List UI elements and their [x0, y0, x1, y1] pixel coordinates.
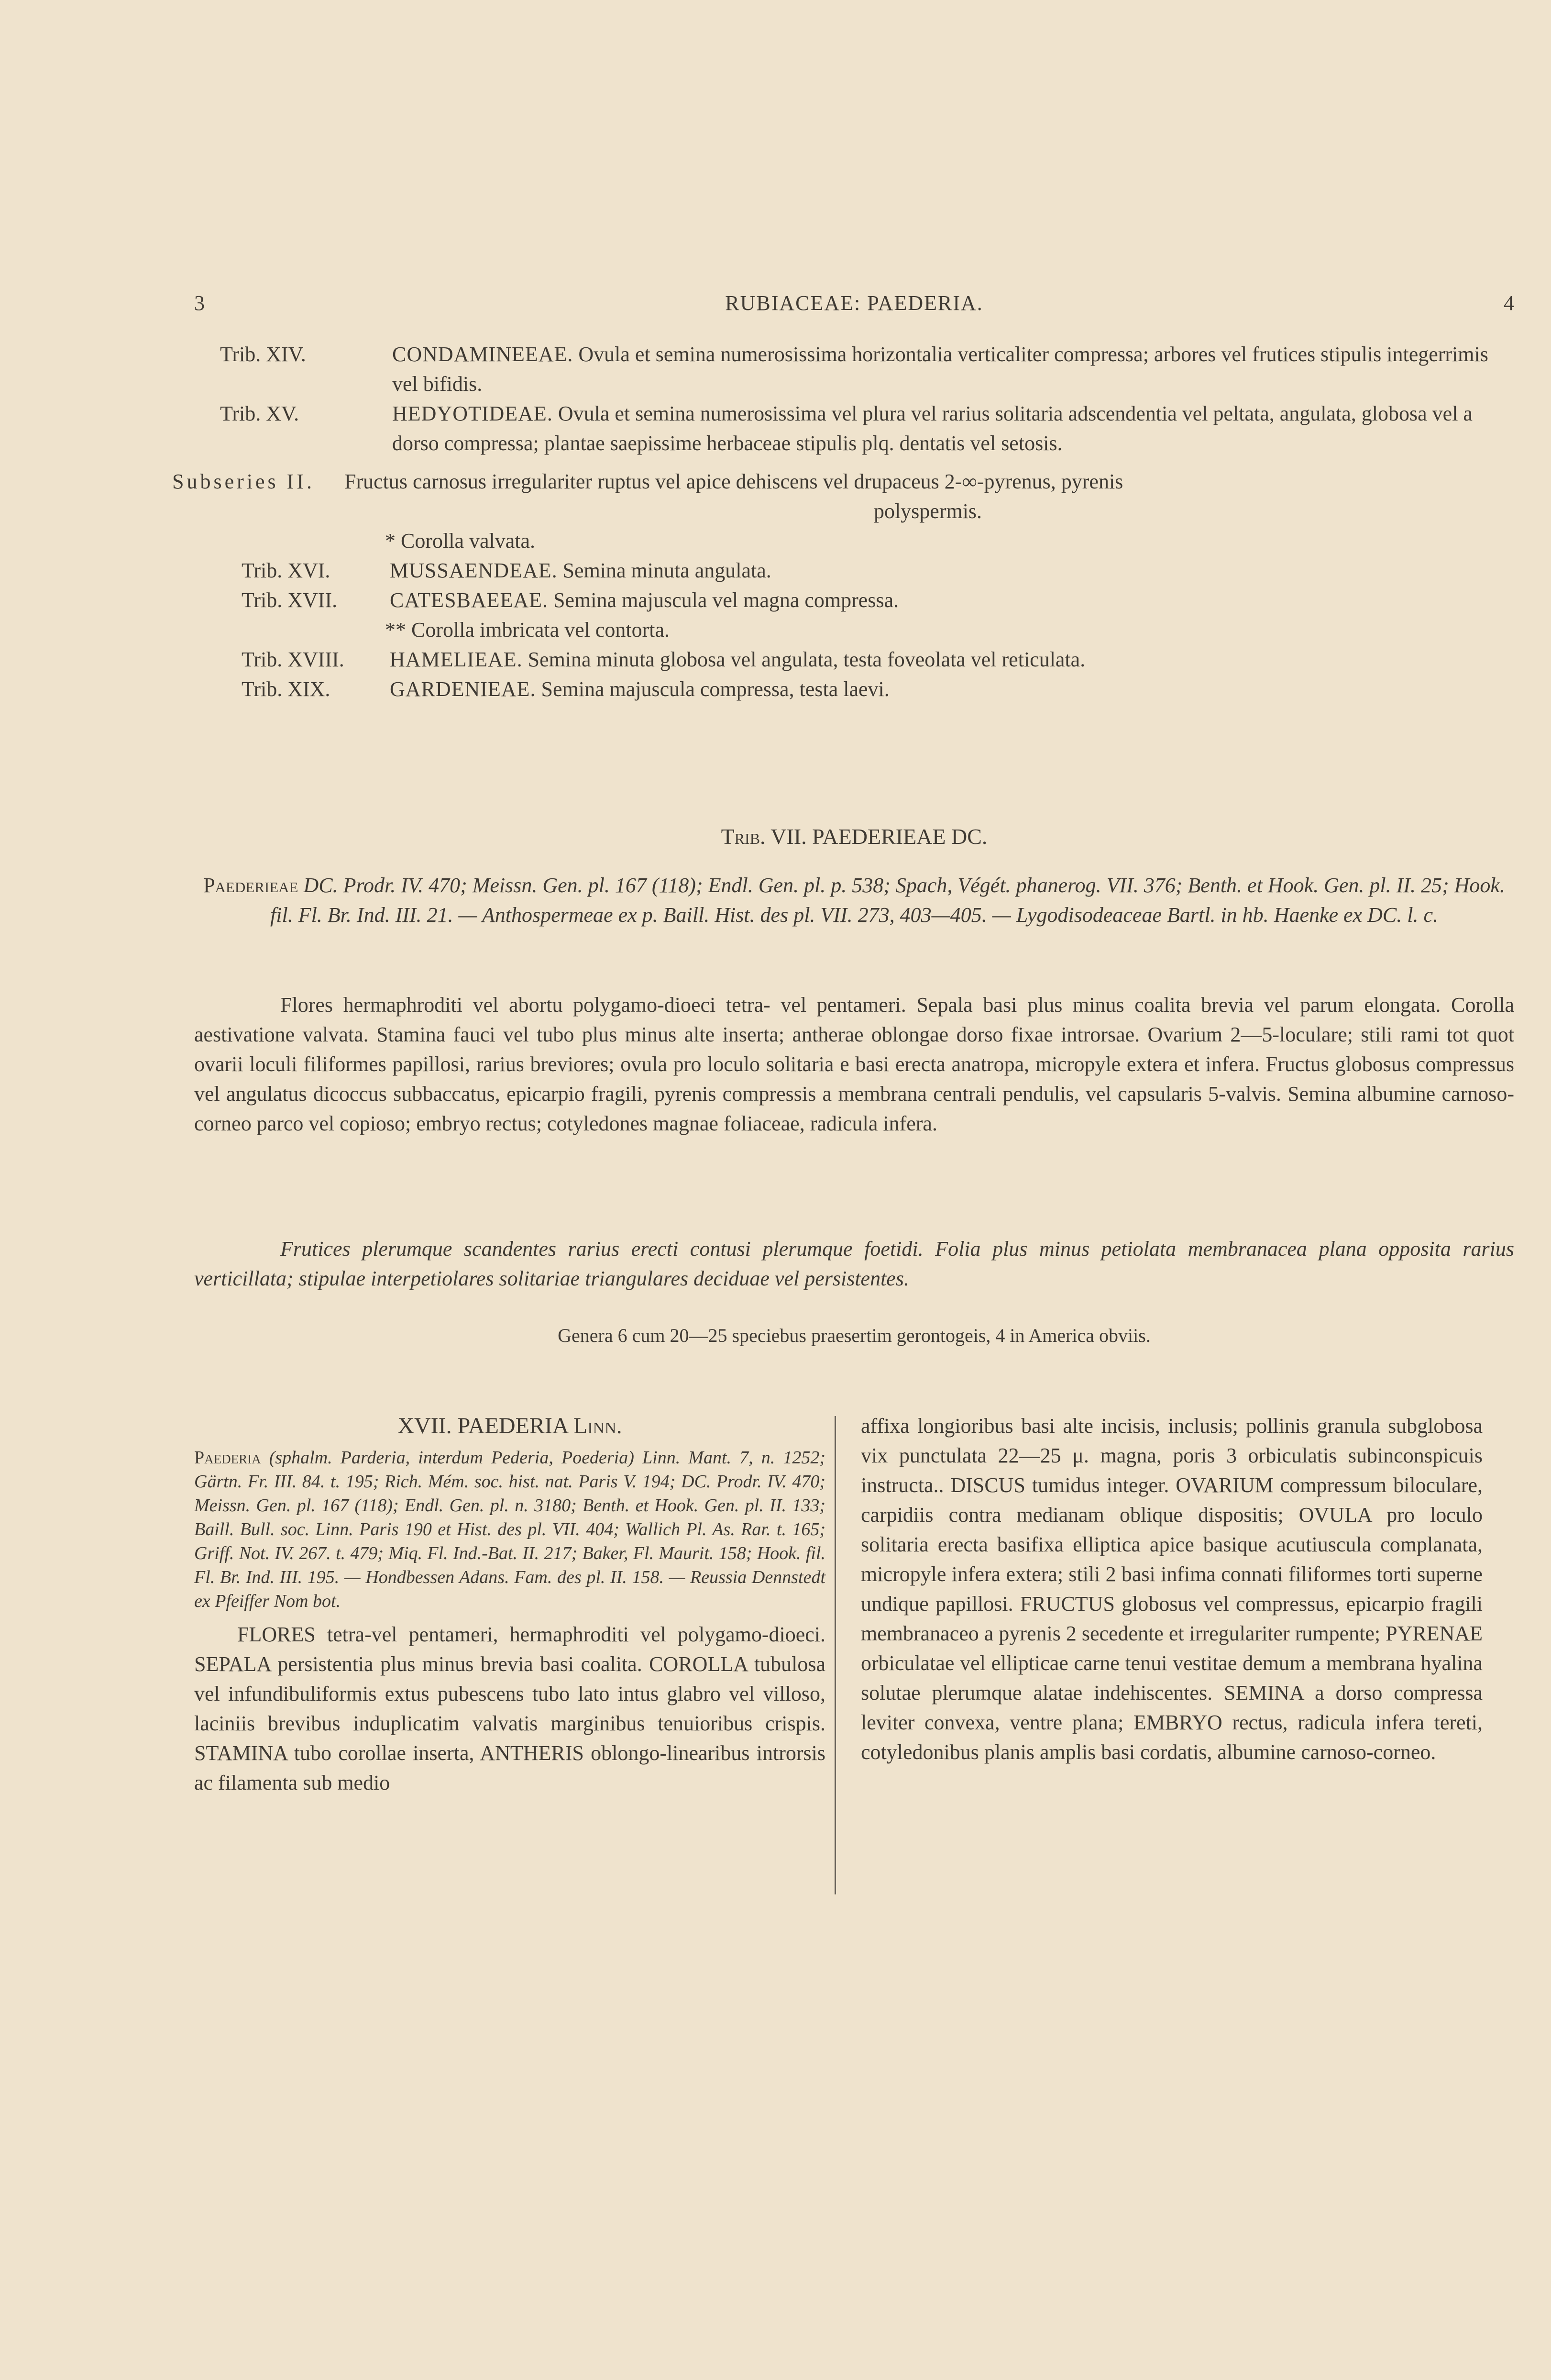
genus-description-part2: affixa longioribus basi alte incisis, inclusis; pollinis granula subglobosa vix punctulata 22—25 μ. magna, poris 3 orbiculatis subinconspicuis instructa.. DISCUS tumidus integer. OVARIUM compressum biloculare, carpidiis contra medianam oblique dispositis; OVULA pro loculo solitaria erecta basifixa elliptica apice basique acutiuscula complanata, micropyle infera extera; stili 2 basi infima connati filiformes torti superne undique papillosi. FRUCTUS globosus vel compressus, epicarpio fragili membranaceo a pyrenis 2 secedente et irregulariter rumpente; PYRENAE orbiculatae vel ellipticae carne tenui vestitae demum a membrana hyalina solutae plerumque alatae indehiscentes. SEMINA a dorso compressa leviter convexa, ventre plana; EMBRYO rectus, radicula infera tereti, cotyledonibus planis amplis basi cordatis, albumine carnoso-corneo.: [861, 1414, 1483, 1764]
plate-number-left: 3: [194, 291, 205, 315]
tribe-entry: Trib. XVI. MUSSAENDEAE. Semina minuta angulata.: [242, 559, 771, 582]
tribe-synopsis: [172, 340, 1511, 704]
tribe-habit: Frutices plerumque scandentes rarius erecti contusi plerumque foetidi. Folia plus minus petiolata membranacea plana opposita rarius verticillata; stipulae interpetiolares solitariae triangulares deciduae vel persistentes.: [194, 1237, 1514, 1290]
tribe-entry: Trib. XVIII. HAMELIEAE. Semina minuta globosa vel angulata, testa foveolata vel reticulata.: [242, 648, 1086, 671]
tribe-entry: Trib. XV. HEDYOTIDEAE. Ovula et semina numerosissima vel plura vel rarius solitaria adscendentia vel peltata, angulata, globosa vel a dorso compressa; plantae saepissime herbaceae stipulis plq. dentatis vel setosis.: [220, 402, 1473, 455]
tribe-description: Flores hermaphroditi vel abortu polygamo-dioeci tetra- vel pentameri. Sepala basi plus minus coalita brevia vel parum elongata. Corolla aestivatione valvata. Stamina fauci vel tubo plus minus alte inserta; antherae oblongae dorso fixae introrsae. Ovarium 2—5-loculare; stili rami tot quot ovarii loculi filiformes papillosi, rarius breviores; ovula pro loculo solitaria e basi erecta anatropa, micropyle extera et infera. Fructus globosus compressus vel angulatus dicoccus subbaccatus, epicarpio fragili, pyrenis compressis a membrana centrali pendulis, vel capsularis 5-valvis. Semina albumine carnoso-corneo parco vel copioso; embryo rectus; cotyledones magnae foliaceae, radicula infera.: [194, 993, 1514, 1135]
running-header: [194, 291, 1514, 324]
tribe-entry: Trib. XIX. GARDENIEAE. Semina majuscula compressa, testa laevi.: [242, 677, 890, 701]
right-column: [861, 1411, 1483, 1767]
tribe-heading: Trib. VII. PAEDERIEAE DC.: [721, 824, 988, 849]
column-divider: [835, 1416, 836, 1894]
plate-number-right: 4: [1504, 291, 1514, 315]
tribe-entry: Trib. XVII. CATESBAEEAE. Semina majuscula vel magna compressa.: [242, 588, 899, 612]
genus-heading: XVII. PAEDERIA Linn.: [397, 1413, 622, 1439]
genus-synonymy: Paederia (sphalm. Parderia, interdum Pederia, Poederia) Linn. Mant. 7, n. 1252; Gärtn. Fr. III. 84. t. 195; Rich. Mém. soc. hist. nat. Paris V. 194; DC. Prodr. IV. 470; Meissn. Gen. pl. 167 (118); Endl. Gen. pl. n. 3180; Benth. et Hook. Gen. pl. II. 133; Baill. Bull. soc. Linn. Paris 190 et Hist. des pl. VII. 404; Wallich Pl. As. Rar. t. 165; Griff. Not. IV. 267. t. 479; Miq. Fl. Ind.-Bat. II. 217; Baker, Fl. Maurit. 158; Hook. fil. Fl. Br. Ind. III. 195. — Hondbessen Adans. Fam. des pl. II. 158. — Reussia Dennstedt ex Pfeiffer Nom bot.: [194, 1448, 826, 1611]
left-column: [194, 1411, 825, 1798]
genera-note: Genera 6 cum 20—25 speciebus praesertim gerontogeis, 4 in America obviis.: [558, 1325, 1151, 1346]
tribe-entry: Trib. XIV. CONDAMINEEAE. Ovula et semina numerosissima horizontalia verticaliter compressa; arbores vel frutices stipulis integerrimis vel bifidis.: [220, 343, 1488, 396]
subseries-entry: Subseries II. Fructus carnosus irregulariter ruptus vel apice dehiscens vel drupaceus 2-∞-pyrenus, pyrenis polyspermis.: [172, 470, 1123, 523]
genus-description-part1: FLORES tetra-vel pentameri, hermaphroditi vel polygamo-dioeci. SEPALA persistentia plus minus brevia basi coalita. COROLLA tubulosa vel infundibuliformis extus pubescens tubo lato intus glabro vel villoso, laciniis brevibus induplicatim valvatis marginibus tenuioribus crispis. STAMINA tubo corollae inserta, ANTHERIS oblongo-linearibus introrsis ac filamenta sub medio: [194, 1623, 825, 1794]
subgroup-block: * Corolla valvata. Trib. XVI. MUSSAENDEAE. Semina minuta angulata. Trib. XVII. CATESBAEEAE. Semina majuscula vel magna compressa. ** Corolla imbricata vel contorta. Trib. XVIII. HAMELIEAE. Semina minuta globosa vel angulata, testa foveolata vel reticulata. Trib. XIX. GARDENIEAE. Semina majuscula compressa, testa laevi.: [220, 526, 1511, 704]
running-title: RUBIACEAE: PAEDERIA.: [725, 291, 983, 315]
tribe-synonymy: Paederieae DC. Prodr. IV. 470; Meissn. Gen. pl. 167 (118); Endl. Gen. pl. p. 538; Spach, Végét. phanerog. VII. 376; Benth. et Hook. Gen. pl. II. 25; Hook. fil. Fl. Br. Ind. III. 21. — Anthospermeae ex p. Baill. Hist. des pl. VII. 273, 403—405. — Lygodisodeaceae Bartl. in hb. Haenke ex DC. l. c.: [203, 874, 1505, 927]
